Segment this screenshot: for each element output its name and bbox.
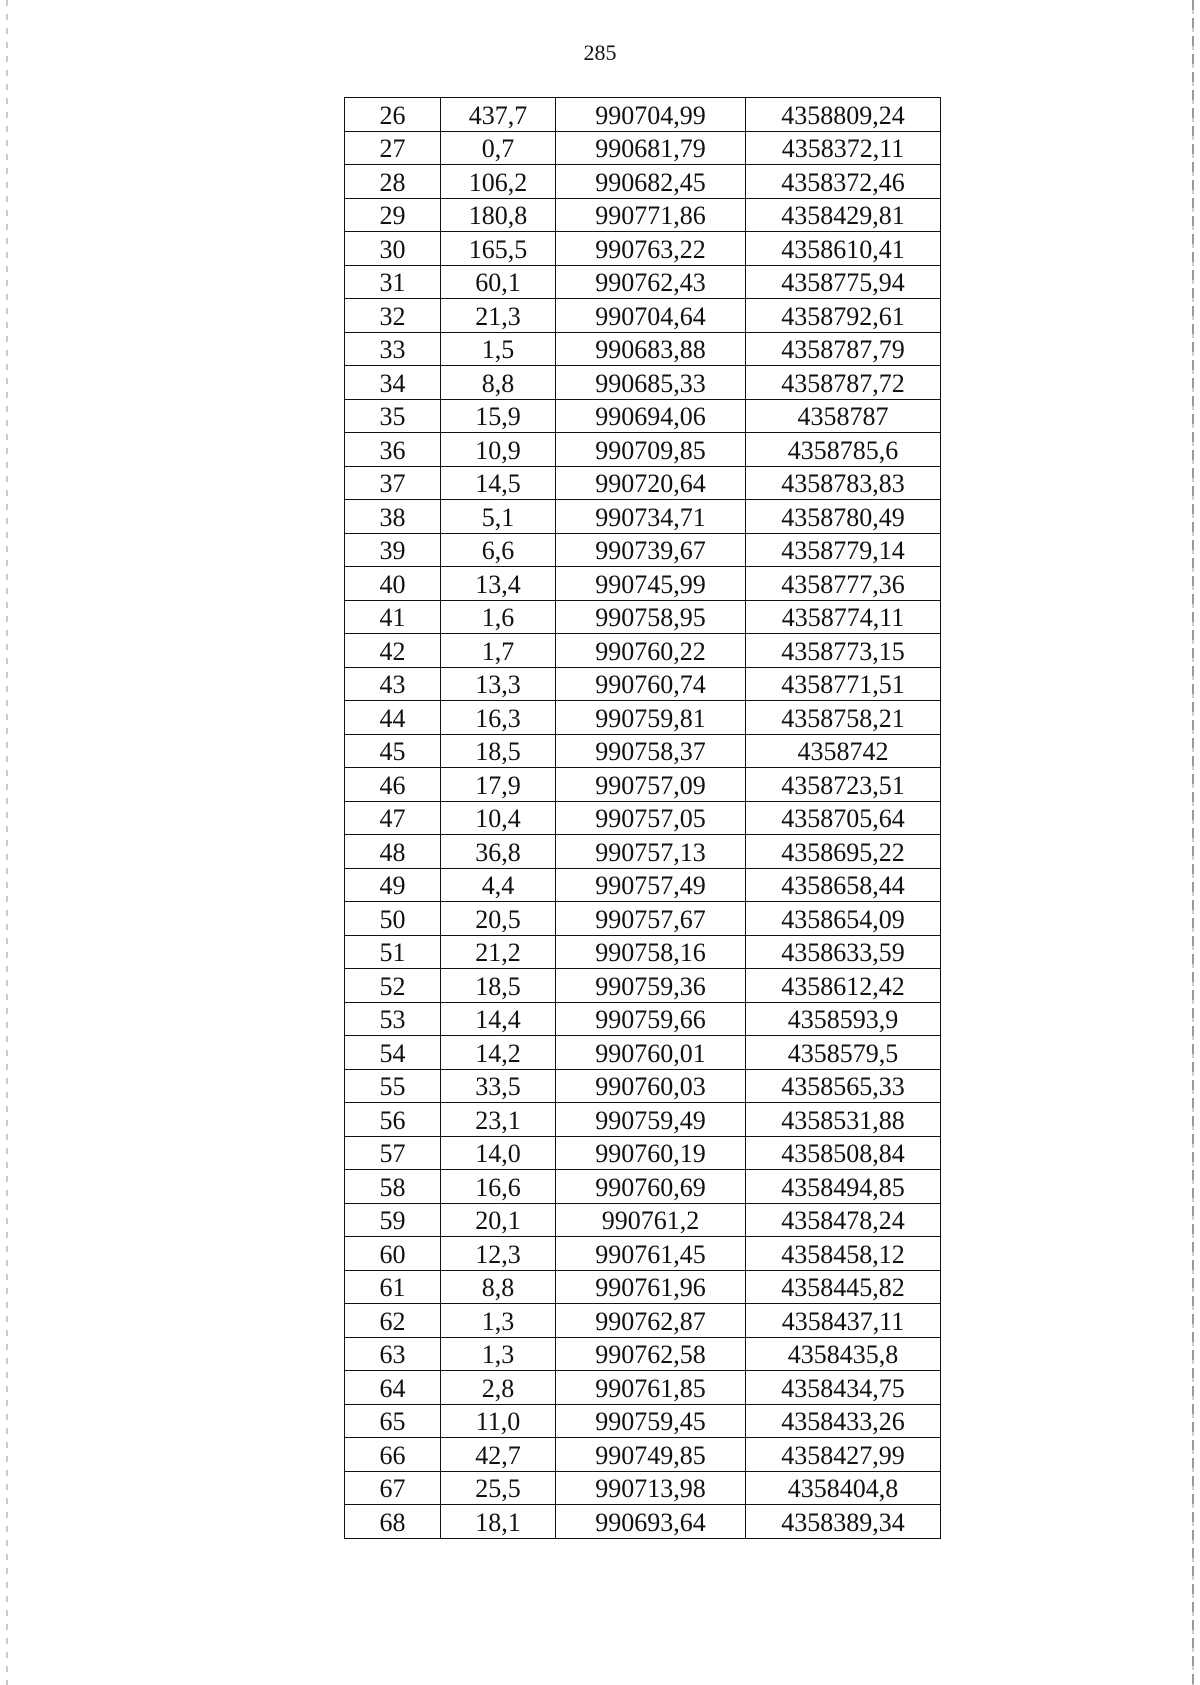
x-coordinate-cell: 990759,66 <box>556 1002 746 1036</box>
table-row <box>345 1237 941 1271</box>
y-coordinate-cell: 4358633,59 <box>746 935 941 969</box>
point-number-cell: 63 <box>345 1337 441 1371</box>
table-row <box>345 902 941 936</box>
table-row <box>345 1170 941 1204</box>
x-coordinate-cell: 990771,86 <box>556 198 746 232</box>
point-number-cell: 27 <box>345 131 441 165</box>
distance-cell: 8,8 <box>441 1270 556 1304</box>
distance-cell: 20,5 <box>441 902 556 936</box>
point-number-cell: 62 <box>345 1304 441 1338</box>
point-number-cell: 49 <box>345 868 441 902</box>
y-coordinate-cell: 4358458,12 <box>746 1237 941 1271</box>
table-row <box>345 165 941 199</box>
table-row <box>345 1304 941 1338</box>
point-number-cell: 33 <box>345 332 441 366</box>
y-coordinate-cell: 4358404,8 <box>746 1471 941 1505</box>
distance-cell: 21,2 <box>441 935 556 969</box>
page-number: 285 <box>583 40 617 65</box>
table-row <box>345 366 941 400</box>
point-number-cell: 39 <box>345 533 441 567</box>
x-coordinate-cell: 990757,09 <box>556 768 746 802</box>
x-coordinate-cell: 990759,49 <box>556 1103 746 1137</box>
x-coordinate-cell: 990757,13 <box>556 835 746 869</box>
x-coordinate-cell: 990762,58 <box>556 1337 746 1371</box>
point-number-cell: 50 <box>345 902 441 936</box>
distance-cell: 20,1 <box>441 1203 556 1237</box>
x-coordinate-cell: 990760,03 <box>556 1069 746 1103</box>
table-row <box>345 1404 941 1438</box>
x-coordinate-cell: 990749,85 <box>556 1438 746 1472</box>
y-coordinate-cell: 4358579,5 <box>746 1036 941 1070</box>
table-row <box>345 701 941 735</box>
table-row <box>345 299 941 333</box>
distance-cell: 14,4 <box>441 1002 556 1036</box>
table-row <box>345 98 941 132</box>
point-number-cell: 66 <box>345 1438 441 1472</box>
y-coordinate-cell: 4358792,61 <box>746 299 941 333</box>
table-row <box>345 935 941 969</box>
y-coordinate-cell: 4358508,84 <box>746 1136 941 1170</box>
y-coordinate-cell: 4358429,81 <box>746 198 941 232</box>
point-number-cell: 57 <box>345 1136 441 1170</box>
y-coordinate-cell: 4358771,51 <box>746 667 941 701</box>
x-coordinate-cell: 990685,33 <box>556 366 746 400</box>
x-coordinate-cell: 990760,19 <box>556 1136 746 1170</box>
x-coordinate-cell: 990759,81 <box>556 701 746 735</box>
y-coordinate-cell: 4358593,9 <box>746 1002 941 1036</box>
table-row <box>345 1002 941 1036</box>
x-coordinate-cell: 990694,06 <box>556 399 746 433</box>
point-number-cell: 67 <box>345 1471 441 1505</box>
point-number-cell: 29 <box>345 198 441 232</box>
distance-cell: 11,0 <box>441 1404 556 1438</box>
y-coordinate-cell: 4358775,94 <box>746 265 941 299</box>
table-row <box>345 600 941 634</box>
point-number-cell: 31 <box>345 265 441 299</box>
table-row <box>345 1103 941 1137</box>
point-number-cell: 30 <box>345 232 441 266</box>
point-number-cell: 53 <box>345 1002 441 1036</box>
distance-cell: 15,9 <box>441 399 556 433</box>
x-coordinate-cell: 990761,2 <box>556 1203 746 1237</box>
x-coordinate-cell: 990682,45 <box>556 165 746 199</box>
x-coordinate-cell: 990704,64 <box>556 299 746 333</box>
distance-cell: 1,6 <box>441 600 556 634</box>
y-coordinate-cell: 4358779,14 <box>746 533 941 567</box>
distance-cell: 106,2 <box>441 165 556 199</box>
x-coordinate-cell: 990759,45 <box>556 1404 746 1438</box>
point-number-cell: 47 <box>345 801 441 835</box>
x-coordinate-cell: 990739,67 <box>556 533 746 567</box>
point-number-cell: 38 <box>345 500 441 534</box>
table-row <box>345 634 941 668</box>
x-coordinate-cell: 990758,95 <box>556 600 746 634</box>
y-coordinate-cell: 4358787,79 <box>746 332 941 366</box>
x-coordinate-cell: 990760,74 <box>556 667 746 701</box>
distance-cell: 42,7 <box>441 1438 556 1472</box>
point-number-cell: 68 <box>345 1505 441 1539</box>
y-coordinate-cell: 4358773,15 <box>746 634 941 668</box>
table-row <box>345 1203 941 1237</box>
y-coordinate-cell: 4358478,24 <box>746 1203 941 1237</box>
y-coordinate-cell: 4358445,82 <box>746 1270 941 1304</box>
x-coordinate-cell: 990760,69 <box>556 1170 746 1204</box>
table-row <box>345 131 941 165</box>
distance-cell: 1,5 <box>441 332 556 366</box>
distance-cell: 437,7 <box>441 98 556 132</box>
distance-cell: 1,3 <box>441 1304 556 1338</box>
table-row <box>345 466 941 500</box>
y-coordinate-cell: 4358787,72 <box>746 366 941 400</box>
table-row <box>345 567 941 601</box>
x-coordinate-cell: 990683,88 <box>556 332 746 366</box>
distance-cell: 18,5 <box>441 969 556 1003</box>
distance-cell: 25,5 <box>441 1471 556 1505</box>
distance-cell: 0,7 <box>441 131 556 165</box>
y-coordinate-cell: 4358742 <box>746 734 941 768</box>
y-coordinate-cell: 4358705,64 <box>746 801 941 835</box>
y-coordinate-cell: 4358774,11 <box>746 600 941 634</box>
x-coordinate-cell: 990761,96 <box>556 1270 746 1304</box>
x-coordinate-cell: 990761,85 <box>556 1371 746 1405</box>
distance-cell: 6,6 <box>441 533 556 567</box>
point-number-cell: 60 <box>345 1237 441 1271</box>
x-coordinate-cell: 990763,22 <box>556 232 746 266</box>
distance-cell: 36,8 <box>441 835 556 869</box>
y-coordinate-cell: 4358777,36 <box>746 567 941 601</box>
y-coordinate-cell: 4358531,88 <box>746 1103 941 1137</box>
distance-cell: 5,1 <box>441 500 556 534</box>
table-row <box>345 667 941 701</box>
point-number-cell: 40 <box>345 567 441 601</box>
y-coordinate-cell: 4358389,34 <box>746 1505 941 1539</box>
table-row <box>345 1136 941 1170</box>
distance-cell: 10,9 <box>441 433 556 467</box>
table-row <box>345 1471 941 1505</box>
y-coordinate-cell: 4358433,26 <box>746 1404 941 1438</box>
x-coordinate-cell: 990709,85 <box>556 433 746 467</box>
x-coordinate-cell: 990760,22 <box>556 634 746 668</box>
distance-cell: 14,0 <box>441 1136 556 1170</box>
table-row <box>345 399 941 433</box>
x-coordinate-cell: 990681,79 <box>556 131 746 165</box>
point-number-cell: 28 <box>345 165 441 199</box>
distance-cell: 14,2 <box>441 1036 556 1070</box>
point-number-cell: 42 <box>345 634 441 668</box>
table-row <box>345 500 941 534</box>
y-coordinate-cell: 4358435,8 <box>746 1337 941 1371</box>
distance-cell: 16,6 <box>441 1170 556 1204</box>
x-coordinate-cell: 990761,45 <box>556 1237 746 1271</box>
y-coordinate-cell: 4358780,49 <box>746 500 941 534</box>
y-coordinate-cell: 4358809,24 <box>746 98 941 132</box>
distance-cell: 10,4 <box>441 801 556 835</box>
point-number-cell: 52 <box>345 969 441 1003</box>
y-coordinate-cell: 4358783,83 <box>746 466 941 500</box>
point-number-cell: 64 <box>345 1371 441 1405</box>
point-number-cell: 41 <box>345 600 441 634</box>
x-coordinate-cell: 990758,16 <box>556 935 746 969</box>
point-number-cell: 43 <box>345 667 441 701</box>
table-row <box>345 1505 941 1539</box>
coordinates-table <box>344 97 941 1539</box>
point-number-cell: 58 <box>345 1170 441 1204</box>
distance-cell: 165,5 <box>441 232 556 266</box>
x-coordinate-cell: 990758,37 <box>556 734 746 768</box>
x-coordinate-cell: 990720,64 <box>556 466 746 500</box>
distance-cell: 1,7 <box>441 634 556 668</box>
table-row <box>345 198 941 232</box>
distance-cell: 2,8 <box>441 1371 556 1405</box>
table-row <box>345 1438 941 1472</box>
x-coordinate-cell: 990762,43 <box>556 265 746 299</box>
y-coordinate-cell: 4358434,75 <box>746 1371 941 1405</box>
distance-cell: 16,3 <box>441 701 556 735</box>
right-scan-edge <box>1192 0 1194 1685</box>
x-coordinate-cell: 990693,64 <box>556 1505 746 1539</box>
x-coordinate-cell: 990757,05 <box>556 801 746 835</box>
point-number-cell: 55 <box>345 1069 441 1103</box>
x-coordinate-cell: 990762,87 <box>556 1304 746 1338</box>
y-coordinate-cell: 4358427,99 <box>746 1438 941 1472</box>
y-coordinate-cell: 4358437,11 <box>746 1304 941 1338</box>
point-number-cell: 59 <box>345 1203 441 1237</box>
coordinates-table-body <box>345 98 941 1539</box>
x-coordinate-cell: 990704,99 <box>556 98 746 132</box>
table-row <box>345 801 941 835</box>
distance-cell: 18,1 <box>441 1505 556 1539</box>
table-row <box>345 1270 941 1304</box>
table-row <box>345 969 941 1003</box>
distance-cell: 18,5 <box>441 734 556 768</box>
table-row <box>345 265 941 299</box>
y-coordinate-cell: 4358610,41 <box>746 232 941 266</box>
y-coordinate-cell: 4358658,44 <box>746 868 941 902</box>
y-coordinate-cell: 4358372,46 <box>746 165 941 199</box>
x-coordinate-cell: 990759,36 <box>556 969 746 1003</box>
point-number-cell: 26 <box>345 98 441 132</box>
y-coordinate-cell: 4358758,21 <box>746 701 941 735</box>
table-row <box>345 533 941 567</box>
table-row <box>345 433 941 467</box>
table-row <box>345 835 941 869</box>
table-row <box>345 1069 941 1103</box>
y-coordinate-cell: 4358723,51 <box>746 768 941 802</box>
point-number-cell: 46 <box>345 768 441 802</box>
left-scan-edge <box>6 0 8 1685</box>
distance-cell: 33,5 <box>441 1069 556 1103</box>
y-coordinate-cell: 4358494,85 <box>746 1170 941 1204</box>
distance-cell: 12,3 <box>441 1237 556 1271</box>
table-row <box>345 734 941 768</box>
x-coordinate-cell: 990757,67 <box>556 902 746 936</box>
table-row <box>345 768 941 802</box>
distance-cell: 21,3 <box>441 299 556 333</box>
point-number-cell: 44 <box>345 701 441 735</box>
distance-cell: 60,1 <box>441 265 556 299</box>
point-number-cell: 51 <box>345 935 441 969</box>
distance-cell: 4,4 <box>441 868 556 902</box>
distance-cell: 23,1 <box>441 1103 556 1137</box>
distance-cell: 8,8 <box>441 366 556 400</box>
x-coordinate-cell: 990760,01 <box>556 1036 746 1070</box>
y-coordinate-cell: 4358654,09 <box>746 902 941 936</box>
point-number-cell: 61 <box>345 1270 441 1304</box>
y-coordinate-cell: 4358695,22 <box>746 835 941 869</box>
table-row <box>345 1371 941 1405</box>
x-coordinate-cell: 990734,71 <box>556 500 746 534</box>
x-coordinate-cell: 990757,49 <box>556 868 746 902</box>
distance-cell: 13,4 <box>441 567 556 601</box>
y-coordinate-cell: 4358785,6 <box>746 433 941 467</box>
point-number-cell: 56 <box>345 1103 441 1137</box>
table-row <box>345 868 941 902</box>
y-coordinate-cell: 4358787 <box>746 399 941 433</box>
point-number-cell: 34 <box>345 366 441 400</box>
distance-cell: 13,3 <box>441 667 556 701</box>
y-coordinate-cell: 4358565,33 <box>746 1069 941 1103</box>
point-number-cell: 54 <box>345 1036 441 1070</box>
point-number-cell: 48 <box>345 835 441 869</box>
point-number-cell: 36 <box>345 433 441 467</box>
y-coordinate-cell: 4358612,42 <box>746 969 941 1003</box>
distance-cell: 17,9 <box>441 768 556 802</box>
table-row <box>345 332 941 366</box>
x-coordinate-cell: 990713,98 <box>556 1471 746 1505</box>
point-number-cell: 32 <box>345 299 441 333</box>
table-row <box>345 232 941 266</box>
point-number-cell: 45 <box>345 734 441 768</box>
point-number-cell: 65 <box>345 1404 441 1438</box>
y-coordinate-cell: 4358372,11 <box>746 131 941 165</box>
table-row <box>345 1337 941 1371</box>
table-row <box>345 1036 941 1070</box>
point-number-cell: 35 <box>345 399 441 433</box>
distance-cell: 14,5 <box>441 466 556 500</box>
x-coordinate-cell: 990745,99 <box>556 567 746 601</box>
point-number-cell: 37 <box>345 466 441 500</box>
distance-cell: 180,8 <box>441 198 556 232</box>
distance-cell: 1,3 <box>441 1337 556 1371</box>
